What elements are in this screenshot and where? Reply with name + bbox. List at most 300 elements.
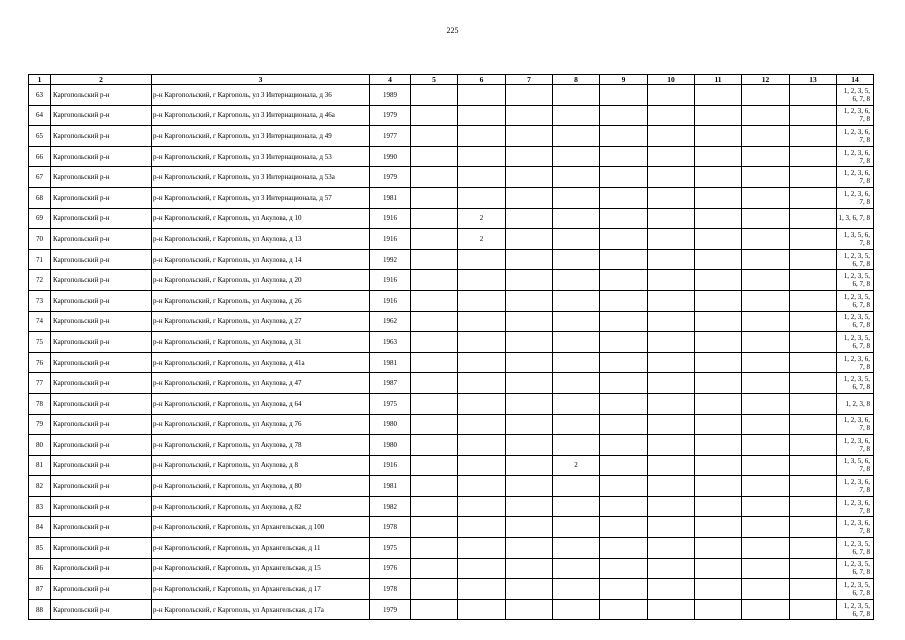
cell-col-6 [458,393,506,414]
table-row [29,311,874,332]
cell-col-12 [742,126,790,147]
header-col-12: 12 [742,75,790,85]
cell-year: 1979 [370,599,411,620]
table-row [29,455,874,476]
cell-col-9 [600,414,648,435]
header-col-3: 3 [152,75,370,85]
cell-col-7 [506,476,553,497]
cell-col-10 [648,167,695,188]
cell-col-8 [553,126,600,147]
cell-col-13 [790,393,837,414]
cell-row-number: 78 [29,393,51,414]
cell-col-7 [506,126,553,147]
cell-col-9 [600,538,648,559]
cell-col-12 [742,373,790,394]
table-row [29,373,874,394]
cell-address: р-н Каргопольский, г Каргополь, ул 3 Интернационала, д 49 [152,126,370,147]
cell-row-number: 69 [29,208,51,229]
cell-col-11 [695,85,742,106]
cell-col-8 [553,311,600,332]
cell-row-number: 65 [29,126,51,147]
cell-col-9 [600,105,648,126]
cell-year: 1979 [370,167,411,188]
cell-col-14: 1, 2, 3, 6, 7, 8 [837,476,874,497]
header-col-4: 4 [370,75,411,85]
cell-col-6 [458,599,506,620]
cell-district: Каргопольский р-н [51,373,152,394]
cell-col-7 [506,85,553,106]
cell-col-14: 1, 2, 3, 5, 6, 7, 8 [837,249,874,270]
cell-district: Каргопольский р-н [51,85,152,106]
cell-col-6 [458,538,506,559]
cell-col-8 [553,579,600,600]
cell-row-number: 75 [29,332,51,353]
cell-col-8 [553,599,600,620]
cell-col-6 [458,558,506,579]
cell-col-5 [411,579,458,600]
cell-col-10 [648,476,695,497]
cell-row-number: 64 [29,105,51,126]
cell-col-7 [506,105,553,126]
cell-col-11 [695,496,742,517]
cell-address: р-н Каргопольский, г Каргополь, ул Архангельская, д 17 [152,579,370,600]
table-body [29,85,874,620]
cell-col-12 [742,455,790,476]
cell-col-6 [458,476,506,497]
cell-col-9 [600,249,648,270]
cell-col-11 [695,455,742,476]
cell-col-13 [790,435,837,456]
cell-col-11 [695,414,742,435]
cell-col-13 [790,249,837,270]
cell-col-8 [553,352,600,373]
cell-col-12 [742,579,790,600]
cell-col-11 [695,373,742,394]
cell-year: 1989 [370,85,411,106]
cell-col-6 [458,352,506,373]
header-col-2: 2 [51,75,152,85]
cell-row-number: 70 [29,229,51,250]
cell-year: 1981 [370,476,411,497]
cell-address: р-н Каргопольский, г Каргополь, ул Акулова, д 31 [152,332,370,353]
cell-col-10 [648,517,695,538]
cell-col-11 [695,352,742,373]
cell-col-5 [411,146,458,167]
cell-row-number: 79 [29,414,51,435]
cell-col-11 [695,229,742,250]
cell-col-8 [553,373,600,394]
cell-col-9 [600,599,648,620]
cell-district: Каргопольский р-н [51,476,152,497]
cell-col-9 [600,517,648,538]
cell-col-10 [648,558,695,579]
table-row [29,393,874,414]
cell-col-7 [506,270,553,291]
cell-address: р-н Каргопольский, г Каргополь, ул Акулова, д 76 [152,414,370,435]
cell-col-13 [790,105,837,126]
cell-district: Каргопольский р-н [51,517,152,538]
table-row [29,332,874,353]
cell-col-13 [790,373,837,394]
cell-col-8 [553,167,600,188]
cell-col-6 [458,579,506,600]
cell-col-9 [600,229,648,250]
cell-col-11 [695,599,742,620]
cell-col-14: 1, 2, 3, 5, 6, 7, 8 [837,373,874,394]
cell-district: Каргопольский р-н [51,393,152,414]
cell-col-6 [458,496,506,517]
cell-row-number: 83 [29,496,51,517]
cell-col-10 [648,126,695,147]
cell-col-13 [790,517,837,538]
cell-col-7 [506,146,553,167]
cell-col-12 [742,187,790,208]
cell-address: р-н Каргопольский, г Каргополь, ул Архангельская, д 15 [152,558,370,579]
cell-col-5 [411,229,458,250]
cell-col-8 [553,476,600,497]
cell-address: р-н Каргопольский, г Каргополь, ул 3 Интернационала, д 53 [152,146,370,167]
cell-col-5 [411,270,458,291]
header-col-6: 6 [458,75,506,85]
cell-year: 1962 [370,311,411,332]
cell-year: 1980 [370,414,411,435]
cell-year: 1992 [370,249,411,270]
cell-col-8 [553,85,600,106]
cell-row-number: 82 [29,476,51,497]
cell-row-number: 87 [29,579,51,600]
cell-year: 1916 [370,208,411,229]
cell-year: 1975 [370,538,411,559]
cell-row-number: 66 [29,146,51,167]
cell-col-6: 2 [458,229,506,250]
cell-year: 1978 [370,517,411,538]
cell-address: р-н Каргопольский, г Каргополь, ул 3 Интернационала, д 57 [152,187,370,208]
cell-col-10 [648,538,695,559]
cell-col-8 [553,496,600,517]
cell-col-14: 1, 2, 3, 5, 6, 7, 8 [837,270,874,291]
cell-col-10 [648,352,695,373]
cell-row-number: 73 [29,290,51,311]
cell-year: 1916 [370,290,411,311]
cell-col-7 [506,332,553,353]
cell-col-14: 1, 2, 3, 6, 7, 8 [837,435,874,456]
cell-district: Каргопольский р-н [51,229,152,250]
header-col-1: 1 [29,75,51,85]
table-row [29,105,874,126]
table-row [29,558,874,579]
cell-col-5 [411,290,458,311]
cell-col-10 [648,208,695,229]
cell-year: 1987 [370,373,411,394]
cell-col-13 [790,85,837,106]
cell-col-7 [506,393,553,414]
cell-col-7 [506,538,553,559]
cell-col-14: 1, 2, 3, 8 [837,393,874,414]
cell-col-11 [695,332,742,353]
cell-row-number: 71 [29,249,51,270]
cell-col-8: 2 [553,455,600,476]
table-row [29,599,874,620]
cell-col-6 [458,85,506,106]
cell-year: 1980 [370,435,411,456]
cell-col-5 [411,599,458,620]
cell-col-7 [506,208,553,229]
cell-col-9 [600,579,648,600]
cell-year: 1982 [370,496,411,517]
cell-col-13 [790,146,837,167]
cell-col-10 [648,290,695,311]
cell-district: Каргопольский р-н [51,105,152,126]
table-row [29,187,874,208]
cell-col-5 [411,476,458,497]
cell-col-13 [790,414,837,435]
header-col-7: 7 [506,75,553,85]
cell-col-11 [695,476,742,497]
cell-col-11 [695,435,742,456]
cell-col-5 [411,414,458,435]
cell-col-6 [458,146,506,167]
cell-col-12 [742,558,790,579]
cell-col-8 [553,146,600,167]
cell-district: Каргопольский р-н [51,146,152,167]
cell-col-14: 1, 3, 5, 6, 7, 8 [837,229,874,250]
cell-col-10 [648,496,695,517]
table-row [29,290,874,311]
cell-col-5 [411,393,458,414]
cell-col-14: 1, 2, 3, 6, 7, 8 [837,146,874,167]
cell-address: р-н Каргопольский, г Каргополь, ул Акулова, д 14 [152,249,370,270]
cell-col-6 [458,249,506,270]
cell-col-12 [742,414,790,435]
cell-col-12 [742,538,790,559]
cell-address: р-н Каргопольский, г Каргополь, ул Акулова, д 82 [152,496,370,517]
cell-year: 1979 [370,105,411,126]
cell-col-8 [553,229,600,250]
cell-col-8 [553,249,600,270]
cell-district: Каргопольский р-н [51,167,152,188]
cell-col-14: 1, 2, 3, 6, 7, 8 [837,496,874,517]
cell-year: 1977 [370,126,411,147]
cell-col-9 [600,373,648,394]
cell-district: Каргопольский р-н [51,249,152,270]
cell-col-7 [506,167,553,188]
cell-col-5 [411,517,458,538]
cell-col-6 [458,373,506,394]
cell-col-9 [600,558,648,579]
cell-col-14: 1, 2, 3, 6, 7, 8 [837,126,874,147]
cell-col-7 [506,455,553,476]
cell-col-11 [695,187,742,208]
cell-district: Каргопольский р-н [51,270,152,291]
cell-col-7 [506,517,553,538]
cell-row-number: 74 [29,311,51,332]
cell-col-8 [553,538,600,559]
cell-address: р-н Каргопольский, г Каргополь, ул Архангельская, д 11 [152,538,370,559]
cell-col-14: 1, 2, 3, 5, 6, 7, 8 [837,290,874,311]
cell-col-12 [742,105,790,126]
cell-col-11 [695,517,742,538]
cell-col-6 [458,455,506,476]
cell-col-13 [790,229,837,250]
table-row [29,229,874,250]
cell-col-8 [553,187,600,208]
cell-year: 1981 [370,352,411,373]
cell-col-9 [600,146,648,167]
cell-col-14: 1, 2, 3, 6, 7, 8 [837,352,874,373]
cell-col-6 [458,414,506,435]
cell-col-12 [742,476,790,497]
cell-row-number: 72 [29,270,51,291]
cell-col-7 [506,290,553,311]
table-row [29,496,874,517]
cell-col-8 [553,517,600,538]
cell-address: р-н Каргопольский, г Каргополь, ул 3 Интернационала, д 53а [152,167,370,188]
cell-year: 1981 [370,187,411,208]
cell-col-9 [600,455,648,476]
cell-col-14: 1, 2, 3, 5, 6, 7, 8 [837,85,874,106]
cell-col-9 [600,496,648,517]
cell-col-9 [600,311,648,332]
cell-col-6 [458,270,506,291]
cell-col-12 [742,517,790,538]
cell-col-6 [458,105,506,126]
cell-col-11 [695,311,742,332]
table-row [29,476,874,497]
cell-col-10 [648,599,695,620]
cell-year: 1975 [370,393,411,414]
cell-col-10 [648,229,695,250]
cell-col-6 [458,311,506,332]
cell-address: р-н Каргопольский, г Каргополь, ул Акулова, д 26 [152,290,370,311]
cell-col-13 [790,496,837,517]
cell-col-7 [506,229,553,250]
cell-col-13 [790,352,837,373]
cell-col-5 [411,558,458,579]
cell-col-13 [790,187,837,208]
cell-address: р-н Каргопольский, г Каргополь, ул Акулова, д 13 [152,229,370,250]
cell-col-11 [695,538,742,559]
cell-col-5 [411,85,458,106]
cell-col-10 [648,373,695,394]
cell-col-14: 1, 2, 3, 5, 6, 7, 8 [837,599,874,620]
cell-col-14: 1, 2, 3, 6, 7, 8 [837,105,874,126]
cell-district: Каргопольский р-н [51,290,152,311]
cell-col-5 [411,249,458,270]
cell-col-7 [506,352,553,373]
cell-district: Каргопольский р-н [51,208,152,229]
cell-district: Каргопольский р-н [51,599,152,620]
cell-col-14: 1, 2, 3, 5, 6, 7, 8 [837,538,874,559]
cell-col-5 [411,167,458,188]
cell-col-10 [648,435,695,456]
cell-address: р-н Каргопольский, г Каргополь, ул Акулова, д 20 [152,270,370,291]
cell-col-8 [553,332,600,353]
cell-district: Каргопольский р-н [51,414,152,435]
cell-col-5 [411,126,458,147]
table-row [29,249,874,270]
cell-col-14: 1, 2, 3, 6, 7, 8 [837,167,874,188]
cell-col-14: 1, 2, 3, 5, 6, 7, 8 [837,332,874,353]
cell-col-8 [553,290,600,311]
cell-col-6 [458,517,506,538]
cell-col-9 [600,393,648,414]
table-header [29,75,874,85]
cell-col-12 [742,332,790,353]
cell-col-10 [648,332,695,353]
cell-col-9 [600,332,648,353]
cell-year: 1916 [370,455,411,476]
cell-col-6: 2 [458,208,506,229]
cell-address: р-н Каргопольский, г Каргополь, ул Акулова, д 8 [152,455,370,476]
cell-row-number: 86 [29,558,51,579]
cell-col-12 [742,393,790,414]
cell-col-12 [742,599,790,620]
table-row [29,167,874,188]
cell-col-6 [458,290,506,311]
table-row [29,208,874,229]
cell-col-9 [600,352,648,373]
cell-row-number: 80 [29,435,51,456]
cell-col-9 [600,270,648,291]
header-col-8: 8 [553,75,600,85]
cell-col-14: 1, 2, 3, 6, 7, 8 [837,187,874,208]
cell-col-7 [506,496,553,517]
cell-col-10 [648,85,695,106]
cell-district: Каргопольский р-н [51,332,152,353]
cell-row-number: 81 [29,455,51,476]
header-col-13: 13 [790,75,837,85]
cell-district: Каргопольский р-н [51,579,152,600]
cell-col-13 [790,311,837,332]
table-row [29,435,874,456]
cell-col-9 [600,167,648,188]
table-row [29,517,874,538]
cell-district: Каргопольский р-н [51,187,152,208]
cell-col-14: 1, 2, 3, 5, 6, 7, 8 [837,579,874,600]
cell-col-12 [742,208,790,229]
cell-col-8 [553,105,600,126]
cell-col-12 [742,290,790,311]
cell-col-11 [695,393,742,414]
cell-row-number: 88 [29,599,51,620]
cell-col-7 [506,599,553,620]
cell-row-number: 85 [29,538,51,559]
cell-col-6 [458,332,506,353]
table-row [29,579,874,600]
cell-col-8 [553,270,600,291]
cell-col-14: 1, 3, 6, 7, 8 [837,208,874,229]
cell-address: р-н Каргопольский, г Каргополь, ул Архангельская, д 17а [152,599,370,620]
cell-col-10 [648,414,695,435]
cell-col-13 [790,558,837,579]
cell-col-12 [742,435,790,456]
cell-col-13 [790,270,837,291]
cell-district: Каргопольский р-н [51,435,152,456]
cell-district: Каргопольский р-н [51,352,152,373]
cell-col-9 [600,187,648,208]
cell-col-13 [790,167,837,188]
cell-col-5 [411,435,458,456]
cell-col-13 [790,126,837,147]
cell-address: р-н Каргопольский, г Каргополь, ул Акулова, д 47 [152,373,370,394]
cell-district: Каргопольский р-н [51,311,152,332]
cell-col-9 [600,290,648,311]
cell-col-13 [790,332,837,353]
cell-col-7 [506,414,553,435]
header-row [29,75,874,85]
cell-col-12 [742,249,790,270]
cell-col-12 [742,311,790,332]
